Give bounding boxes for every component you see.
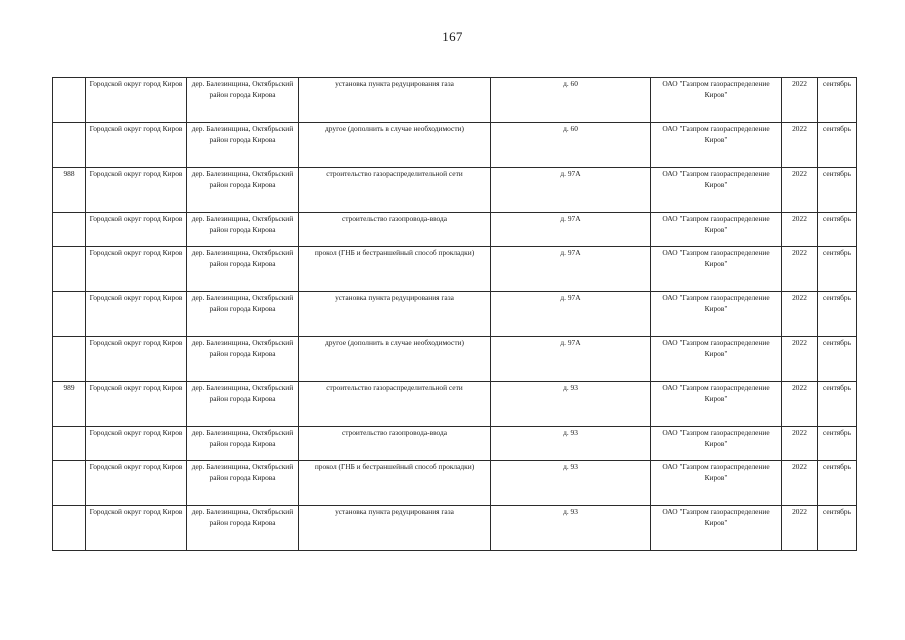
cell-text-organization: ОАО "Газпром газораспределение Киров" [662,248,770,269]
table-row [53,123,857,168]
cell-text-locality: дер. Балезинщина, Октябрьский район города Кирова [191,428,294,449]
cell-text-locality: дер. Балезинщина, Октябрьский район города Кирова [191,383,294,404]
cell-municipality [86,382,187,427]
cell-text-month: сентябрь [823,338,851,347]
cell-municipality [86,337,187,382]
cell-text-organization: ОАО "Газпром газораспределение Киров" [662,169,770,190]
cell-text-year: 2022 [792,462,807,471]
cell-text-work: строительство газораспределительной сети [326,383,463,392]
cell-text-municipality: Городской округ город Киров [89,462,183,471]
cell-text-house: д. 97А [560,338,581,347]
cell-organization [651,292,782,337]
cell-text-locality: дер. Балезинщина, Октябрьский район города Кирова [191,338,294,359]
cell-text-work: строительство газораспределительной сети [326,169,463,178]
cell-text-municipality: Городской округ город Киров [89,383,183,392]
cell-text-year: 2022 [792,169,807,178]
cell-locality [187,168,299,213]
cell-text-year: 2022 [792,214,807,223]
cell-text-work: установка пункта редуцирования газа [335,79,454,88]
cell-number [53,292,86,337]
cell-year [782,337,818,382]
cell-locality [187,123,299,168]
cell-work-type [299,382,491,427]
cell-text-house: д. 93 [563,507,578,516]
cell-text-house: д. 97А [560,248,581,257]
cell-work-type [299,78,491,123]
cell-municipality [86,168,187,213]
cell-text-month: сентябрь [823,428,851,437]
table-row [53,168,857,213]
cell-work-type [299,292,491,337]
cell-text-organization: ОАО "Газпром газораспределение Киров" [662,124,770,145]
cell-work-type [299,168,491,213]
cell-text-municipality: Городской округ город Киров [89,293,183,302]
cell-text-work: установка пункта редуцирования газа [335,293,454,302]
cell-work-type [299,461,491,506]
cell-house-number [491,213,651,247]
cell-text-work: другое (дополнить в случае необходимости) [325,338,464,347]
table-row [53,382,857,427]
cell-text-num: 988 [63,169,75,178]
cell-text-month: сентябрь [823,79,851,88]
cell-month [818,292,857,337]
cell-text-municipality: Городской округ город Киров [89,214,183,223]
cell-text-year: 2022 [792,79,807,88]
cell-text-locality: дер. Балезинщина, Октябрьский район города Кирова [191,214,294,235]
cell-text-year: 2022 [792,248,807,257]
cell-text-municipality: Городской округ город Киров [89,248,183,257]
cell-organization [651,213,782,247]
cell-organization [651,337,782,382]
cell-text-month: сентябрь [823,248,851,257]
cell-year [782,506,818,551]
cell-text-house: д. 93 [563,428,578,437]
cell-text-house: д. 97А [560,293,581,302]
cell-text-locality: дер. Балезинщина, Октябрьский район города Кирова [191,124,294,145]
cell-municipality [86,292,187,337]
cell-text-year: 2022 [792,428,807,437]
cell-month [818,427,857,461]
table-row [53,427,857,461]
cell-municipality [86,78,187,123]
cell-month [818,78,857,123]
cell-text-month: сентябрь [823,383,851,392]
cell-text-work: прокол (ГНБ и бестраншейный способ прокладки) [314,462,475,471]
cell-work-type [299,427,491,461]
cell-locality [187,506,299,551]
cell-work-type [299,247,491,292]
cell-year [782,292,818,337]
cell-work-type [299,506,491,551]
cell-text-locality: дер. Балезинщина, Октябрьский район города Кирова [191,248,294,269]
cell-organization [651,506,782,551]
cell-locality [187,292,299,337]
cell-year [782,382,818,427]
cell-text-organization: ОАО "Газпром газораспределение Киров" [662,79,770,100]
cell-text-year: 2022 [792,383,807,392]
cell-year [782,247,818,292]
cell-month [818,506,857,551]
cell-number [53,506,86,551]
cell-house-number [491,78,651,123]
cell-number [53,213,86,247]
cell-number [53,461,86,506]
cell-text-organization: ОАО "Газпром газораспределение Киров" [662,214,770,235]
table-row [53,337,857,382]
cell-text-house: д. 93 [563,383,578,392]
cell-municipality [86,247,187,292]
cell-text-work: установка пункта редуцирования газа [335,507,454,516]
cell-text-municipality: Городской округ город Киров [89,169,183,178]
cell-house-number [491,427,651,461]
cell-text-municipality: Городской округ город Киров [89,79,183,88]
cell-year [782,78,818,123]
cell-municipality [86,506,187,551]
cell-text-organization: ОАО "Газпром газораспределение Киров" [662,507,770,528]
cell-month [818,461,857,506]
cell-text-month: сентябрь [823,462,851,471]
cell-number [53,337,86,382]
cell-text-month: сентябрь [823,214,851,223]
table-row [53,247,857,292]
cell-text-organization: ОАО "Газпром газораспределение Киров" [662,462,770,483]
cell-year [782,123,818,168]
cell-text-house: д. 97А [560,214,581,223]
cell-month [818,168,857,213]
cell-work-type [299,337,491,382]
cell-text-work: другое (дополнить в случае необходимости) [325,124,464,133]
cell-month [818,247,857,292]
cell-number [53,382,86,427]
cell-organization [651,382,782,427]
cell-house-number [491,168,651,213]
cell-month [818,213,857,247]
cell-house-number [491,123,651,168]
cell-text-house: д. 60 [563,124,578,133]
cell-text-organization: ОАО "Газпром газораспределение Киров" [662,338,770,359]
cell-text-num: 989 [63,383,75,392]
table-row [53,213,857,247]
cell-text-municipality: Городской округ город Киров [89,428,183,437]
cell-text-work: строительство газопровода-ввода [341,428,448,437]
cell-text-municipality: Городской округ город Киров [89,124,183,133]
cell-municipality [86,213,187,247]
cell-house-number [491,247,651,292]
cell-text-year: 2022 [792,338,807,347]
cell-text-municipality: Городской округ город Киров [89,338,183,347]
cell-house-number [491,292,651,337]
cell-organization [651,461,782,506]
cell-house-number [491,461,651,506]
cell-number [53,78,86,123]
registry-body [53,78,857,551]
cell-year [782,168,818,213]
cell-text-year: 2022 [792,124,807,133]
cell-text-work: прокол (ГНБ и бестраншейный способ прокладки) [314,248,475,257]
cell-year [782,213,818,247]
cell-year [782,461,818,506]
table-row [53,506,857,551]
cell-number [53,427,86,461]
cell-text-house: д. 60 [563,79,578,88]
cell-text-organization: ОАО "Газпром газораспределение Киров" [662,428,770,449]
cell-locality [187,427,299,461]
cell-house-number [491,337,651,382]
cell-text-house: д. 93 [563,462,578,471]
cell-number [53,168,86,213]
cell-locality [187,461,299,506]
cell-text-work: строительство газопровода-ввода [341,214,448,223]
cell-organization [651,427,782,461]
table-row [53,292,857,337]
cell-month [818,382,857,427]
cell-number [53,123,86,168]
table-row [53,461,857,506]
cell-text-municipality: Городской округ город Киров [89,507,183,516]
cell-locality [187,337,299,382]
cell-municipality [86,461,187,506]
cell-number [53,247,86,292]
cell-text-organization: ОАО "Газпром газораспределение Киров" [662,383,770,404]
cell-text-locality: дер. Балезинщина, Октябрьский район города Кирова [191,169,294,190]
cell-month [818,123,857,168]
cell-text-organization: ОАО "Газпром газораспределение Киров" [662,293,770,314]
cell-text-locality: дер. Балезинщина, Октябрьский район города Кирова [191,79,294,100]
cell-organization [651,123,782,168]
cell-text-month: сентябрь [823,293,851,302]
cell-text-locality: дер. Балезинщина, Октябрьский район города Кирова [191,293,294,314]
cell-text-month: сентябрь [823,169,851,178]
cell-text-year: 2022 [792,507,807,516]
cell-organization [651,168,782,213]
cell-text-month: сентябрь [823,124,851,133]
cell-month [818,337,857,382]
registry-table [52,77,857,551]
cell-work-type [299,123,491,168]
cell-organization [651,78,782,123]
cell-year [782,427,818,461]
cell-work-type [299,213,491,247]
cell-text-locality: дер. Балезинщина, Октябрьский район города Кирова [191,462,294,483]
cell-text-month: сентябрь [823,507,851,516]
cell-municipality [86,427,187,461]
page-number: 167 [442,29,463,44]
cell-locality [187,382,299,427]
cell-organization [651,247,782,292]
cell-text-house: д. 97А [560,169,581,178]
cell-text-locality: дер. Балезинщина, Октябрьский район города Кирова [191,507,294,528]
cell-text-year: 2022 [792,293,807,302]
cell-locality [187,78,299,123]
cell-locality [187,213,299,247]
cell-municipality [86,123,187,168]
cell-locality [187,247,299,292]
table-row [53,78,857,123]
cell-house-number [491,506,651,551]
cell-house-number [491,382,651,427]
